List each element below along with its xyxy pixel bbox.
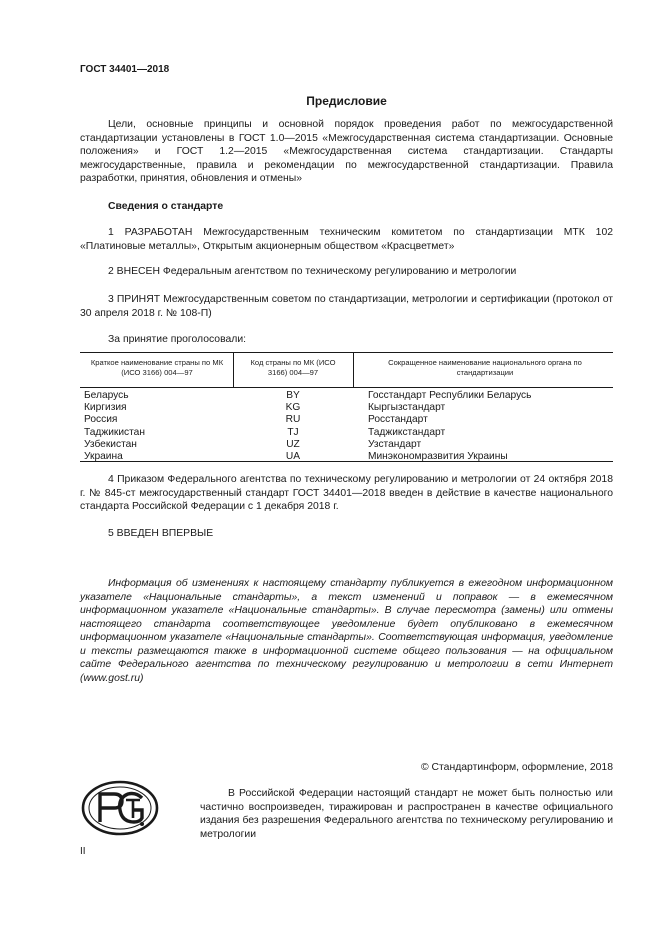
voting-table [80, 352, 613, 462]
table-cell-country: Россия [84, 414, 118, 426]
copyright-line: © Стандартинформ, оформление, 2018 [420, 762, 613, 773]
table-cell-code: TJ [287, 426, 299, 438]
table-cell-code: UZ [286, 438, 300, 450]
table-header-country: Краткое наименование страны по МК (ИСО 3166) 004—97 [90, 358, 224, 377]
table-cell-code: BY [286, 390, 300, 401]
table-cell-body: Таджикстандарт [368, 426, 446, 438]
item-3-adopted: 3 ПРИНЯТ Межгосударственным советом по стандартизации, метрологии и сертификации (протокол от 30 апреля 2018 г. № 108-П) [80, 294, 613, 319]
table-cell-code: UA [285, 451, 301, 463]
country-column [84, 390, 145, 463]
table-column-divider [233, 352, 234, 387]
table-cell-country: Беларусь [84, 390, 129, 401]
table-bottom-rule [80, 461, 613, 462]
body-column [368, 390, 531, 463]
rst-certification-mark-icon [80, 778, 160, 838]
item-2-introduced: 2 ВНЕСЕН Федеральным агентством по техническому регулированию и метрологии [108, 266, 517, 277]
page-number: II [80, 846, 86, 857]
table-cell-body: Минэкономразвития Украины [368, 451, 508, 463]
table-cell-body: Росстандарт [368, 414, 428, 426]
reproduction-notice: В Российской Федерации настоящий стандарт не может быть полностью или частично воспроизведен, тиражирован и распространен в качестве официального издания без разрешения Федерального агентства по техническому регулированию и метрологии [200, 788, 613, 840]
table-cell-body: Госстандарт Республики Беларусь [368, 390, 532, 401]
table-cell-country: Украина [84, 451, 123, 463]
table-cell-code: RU [285, 414, 301, 426]
code-column [233, 390, 353, 463]
info-block: Информация об изменениях к настоящему стандарту публикуется в ежегодном информационном указателе «Национальные стандарты», а текст изменений и поправок — в ежемесячном информационном указателе «Национальные стандарты». В случае пересмотра (замены) или отмены настоящего стандарта соответствующее уведомление будет опубликовано в ежемесячном информационном указателе «Национальные стандарты». Соответствующая информация, уведомление и тексты размещаются также в информационной системе общего пользования — на официальном сайте Федерального агентства по техническому регулированию и метрологии в сети Интернет (www.gost.ru) [80, 578, 613, 684]
table-cell-country: Узбекистан [84, 438, 137, 450]
table-header-body: Сокращенное наименование национального органа по стандартизации [388, 358, 582, 377]
table-cell-country: Киргизия [84, 402, 127, 414]
section-heading: Сведения о стандарте [108, 201, 224, 212]
item-4-order: 4 Приказом Федерального агентства по техническому регулированию и метрологии от 24 октября 2018 г. № 845-ст межгосударственный стандарт ГОСТ 34401—2018 введен в действие в качестве национального стандарта Российской Федерации с 1 декабря 2018 г. [80, 474, 613, 512]
table-top-rule [80, 352, 613, 353]
table-column-divider [353, 352, 354, 387]
table-cell-body: Узстандарт [368, 438, 422, 450]
item-5-first-introduced: 5 ВВЕДЕН ВПЕРВЫЕ [108, 528, 214, 539]
document-header: ГОСТ 34401—2018 [80, 64, 170, 75]
page-title: Предисловие [306, 94, 387, 108]
intro-paragraph: Цели, основные принципы и основной порядок проведения работ по межгосударственной стандартизации установлены в ГОСТ 1.0—2015 «Межгосударственная система стандартизации. Основные положения» и ГОСТ 1.2—2015 «Межгосударственная система стандартизации. Стандарты межгосударственные, правила и рекомендации по межгосударственной стандартизации. Правила разработки, принятия, обновления и отмены» [80, 119, 613, 184]
item-1-developed: 1 РАЗРАБОТАН Межгосударственным техническим комитетом по стандартизации МТК 102 «Платиновые металлы», Открытым акционерным обществом «Красцветмет» [80, 227, 613, 252]
table-header-rule [80, 387, 613, 388]
table-cell-body: Кыргызстандарт [368, 402, 446, 414]
rst-logo-graphic [80, 778, 160, 838]
voted-label: За принятие проголосовали: [108, 334, 247, 345]
table-cell-code: KG [285, 402, 301, 414]
table-cell-country: Таджикистан [84, 426, 145, 438]
table-header-code: Код страны по МК (ИСО 3166) 004—97 [250, 358, 336, 377]
